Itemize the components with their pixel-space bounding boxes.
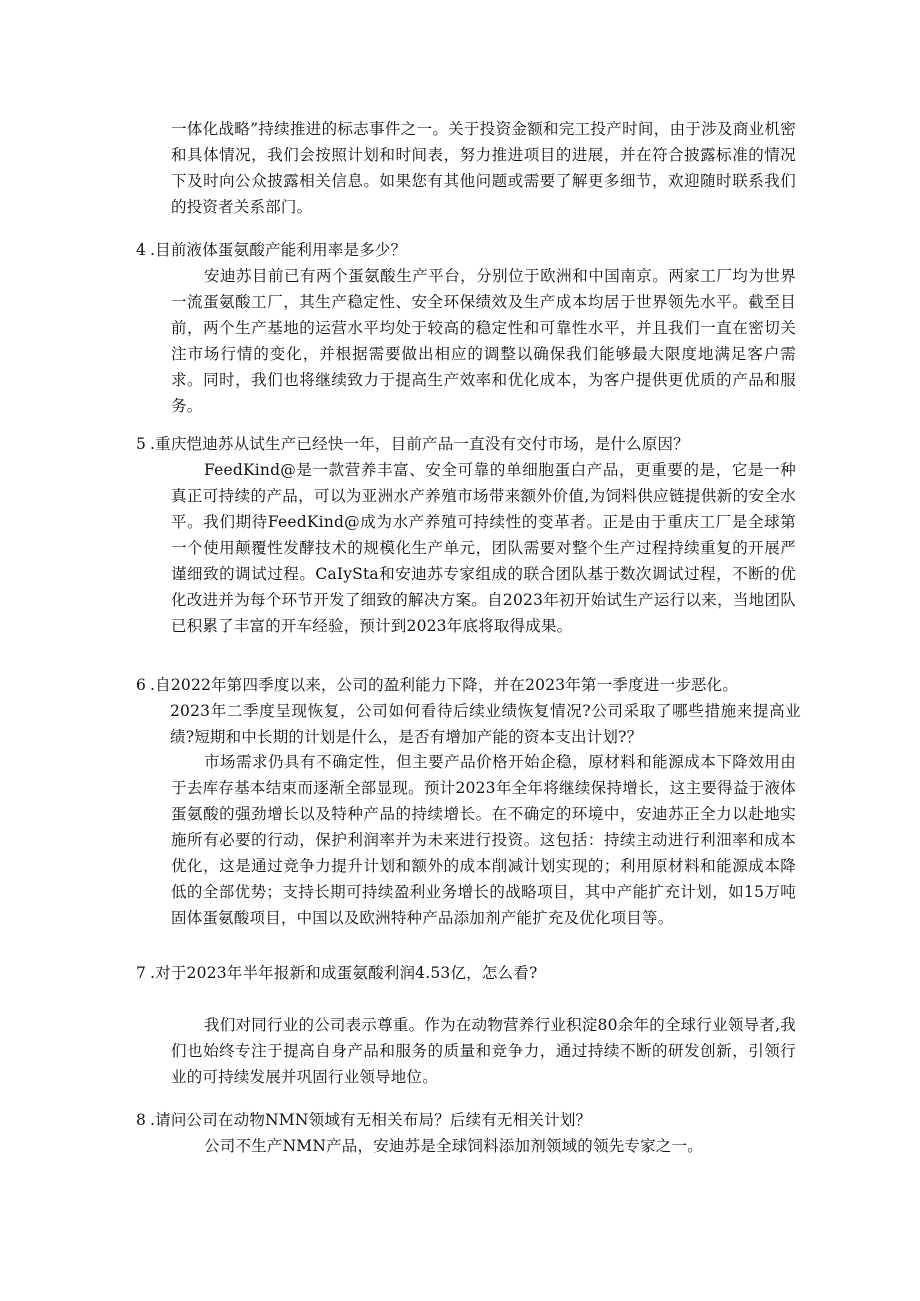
answer-6: 市场需求仍具有不确定性，但主要产品价格开始企稳，原材料和能源成本下降效用由于去库存基本结束而逐渐全部显现。预计2023年全年将继续保持增长，这主要得益于液体蛋氨酸的强劲增长以及特种产品的持续增长。在不确定的环境中，安迪苏正全力以赴地实施所有必要的行动，保护利润率并为未来进行投资。这包括：持续主动进行利沺率和成本优化，这是通过竞争力提升计划和额外的成本削减计划实现的；利用原材料和能源成本降低的全部优势；支持长期可持续盈利业务增长的战略项目，其中产能扩充计划，如15万吨固体蛋氨酸项目，中国以及欧洲特种产品添加剂产能扩充及优化项目等。	[171, 753, 796, 927]
question-number: 4	[136, 241, 147, 259]
question-number: 7	[136, 964, 147, 982]
question-7	[136, 960, 801, 986]
answer-7: 我们对同行业的公司表示尊重。作为在动物营养行业积淀80余年的全球行业领导者,我们也始终专注于提高自身产品和服务的质量和竞争力，通过持续不断的研发创新，引领行业的可持续发展并巩固行业领导地位。	[171, 1016, 796, 1086]
question-text-line1: .自2022年第四季度以来，公司的盈利能力下降，并在2023年第一季度进一步恶化。	[150, 676, 739, 694]
question-number: 5	[136, 435, 147, 453]
question-text: .请问公司在动物NMN领域有无相关布局？后续有无相关计划？	[150, 1111, 592, 1129]
answer-5: FeedKind@是一款营养丰富、安全可靠的单细胞蛋白产品，更重要的是，它是一种真正可持续的产品，可以为亚洲水产养殖市场带来额外价值,为饲料供应链提供新的安全水平。我们期待FeedKind@成为水产养殖可持续性的变革者。正是由于重庆工厂是全球第一个使用颠覆性发酵技术的规模化生产单元，团队需要对整个生产过程持续重复的开展严谨细致的调试过程。CaIySta和安迪苏专家组成的联合团队基于数次调试过程，不断的优化改进并为每个环节开发了细致的解决方案。自2023年初开始试生产运行以来，当地团队已积累了丰富的开车经验，预计到2023年底将取得成果。	[171, 461, 796, 635]
answer-8: 公司不生产NMN产品，安迪苏是全球饲料添加剂领域的领先专家之一。	[204, 1137, 703, 1155]
question-8	[136, 1107, 801, 1133]
question-4	[136, 237, 801, 263]
question-text-rest: 2023年二季度呈现恢复，公司如何看待后续业绩恢复情况?公司采取了哪些措施来提高业绩?短期和中长期的计划是什么，是否有增加产能的资本支出计划?？	[170, 702, 801, 746]
answer-4: 安迪苏目前已有两个蛋氨酸生产平台，分别位于欧洲和中国南京。两家工厂均为世界一流蛋氨酸工厂，其生产稳定性、安全环保绩效及生产成本均居于世界领先水平。截至目前，两个生产基地的运营水平均处于较高的稳定性和可靠性水平，并且我们一直在密切关注市场行情的变化，并根据需要做出相应的调整以确保我们能够最大限度地满足客户需求。同时，我们也将继续致力于提高生产效率和优化成本，为客户提供更优质的产品和服务。	[171, 267, 796, 415]
question-text: .目前液体蛋氨酸产能利用率是多少？	[150, 241, 407, 259]
question-text: .对于2023年半年报新和成蛋氨酸利润4.53亿，怎么看?	[150, 964, 538, 982]
question-5	[136, 431, 801, 457]
intro-paragraph: 一体化战略”持续推进的标志事件之一。关于投资金额和完工投产时间，由于涉及商业机密和具体情况，我们会按照计划和时间表，努力推进项目的进展，并在符合披露标准的情况下及时向公众披露相关信息。如果您有其他问题或需要了解更多细节，欢迎随时联系我们的投资者关系部门。	[171, 120, 796, 216]
question-number: 6	[136, 676, 147, 694]
question-6	[136, 672, 801, 750]
question-number: 8	[136, 1111, 147, 1129]
question-text: .重庆恺迪苏从试生产已经快一年，目前产品一直没有交付市场，是什么原因？	[150, 435, 689, 453]
